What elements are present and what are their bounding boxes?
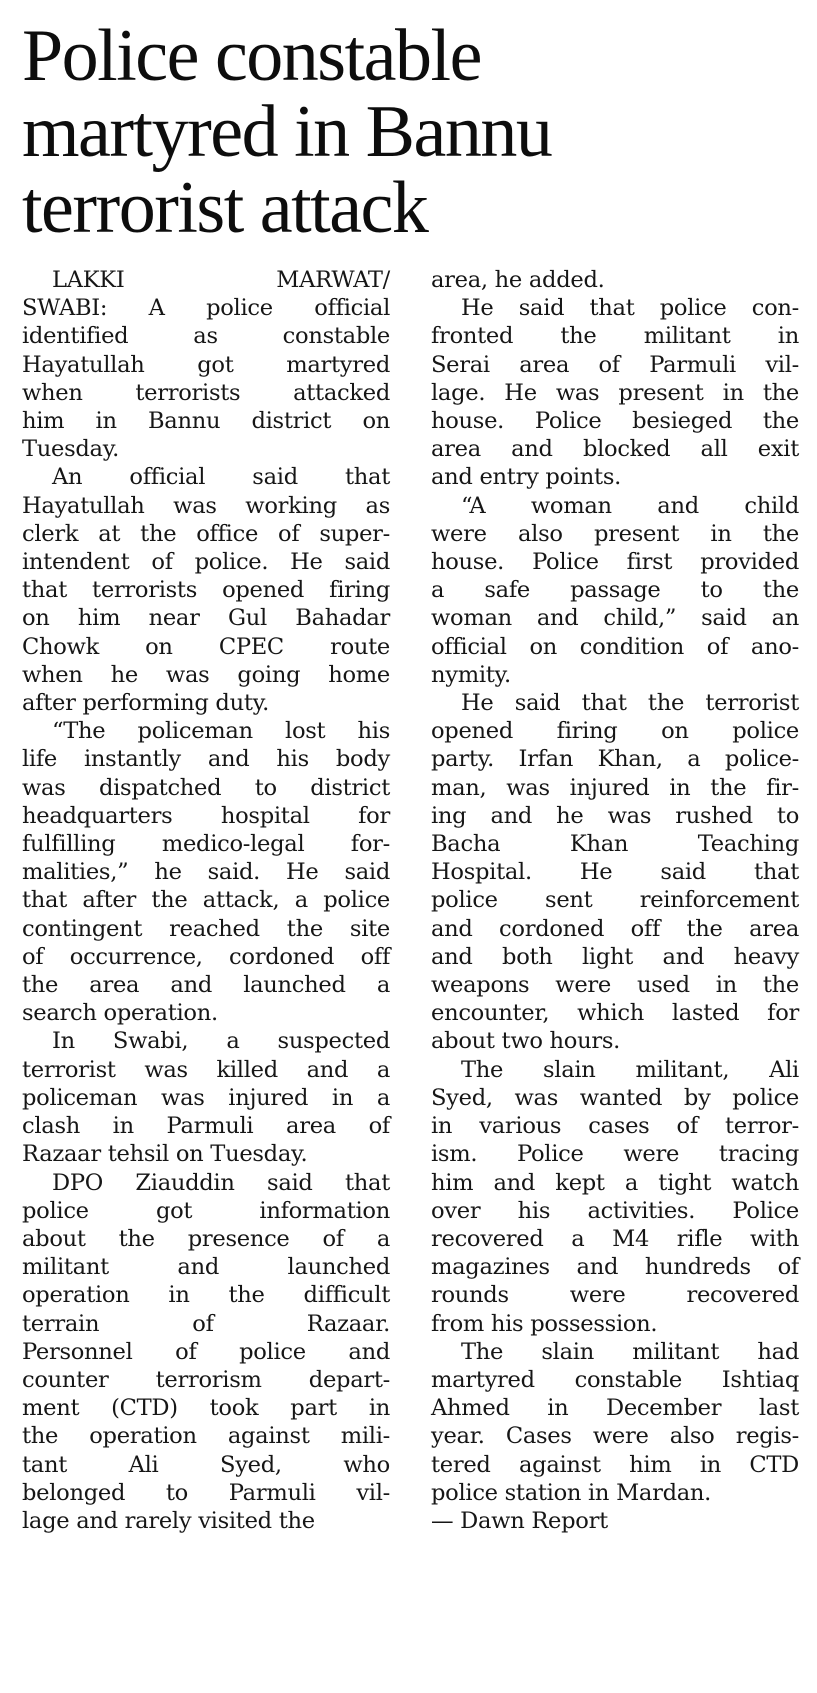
- text-line: identified as constable: [22, 323, 390, 350]
- text-line: house. Police first provided: [431, 549, 799, 576]
- text-line: recovered a M4 rifle with: [431, 1225, 799, 1252]
- text-line: party. Irfan Khan, a police-: [431, 746, 799, 773]
- text-line: when he was going home: [22, 661, 390, 688]
- text-line: from his possession.: [431, 1310, 658, 1337]
- text-line: ism. Police were tracing: [431, 1141, 799, 1168]
- paragraph: [431, 1056, 799, 1338]
- text-line: about two hours.: [431, 1028, 621, 1055]
- paragraph: [22, 1027, 390, 1168]
- text-line: and both light and heavy: [431, 943, 799, 970]
- text-line: militant and launched: [22, 1254, 390, 1281]
- text-line: after performing duty.: [22, 690, 269, 717]
- text-line: woman and child,” said an: [431, 605, 799, 632]
- text-line: man, was injured in the fir-: [431, 774, 799, 801]
- text-line: lage. He was present in the: [431, 379, 799, 406]
- text-line: Personnel of police and: [22, 1338, 390, 1365]
- text-line: ment (CTD) took part in: [22, 1395, 390, 1422]
- text-line: martyred constable Ishtiaq: [431, 1366, 799, 1393]
- text-line: Hayatullah got martyred: [22, 351, 390, 378]
- text-line: rounds were recovered: [431, 1282, 799, 1309]
- paragraph: [431, 689, 799, 1056]
- text-line: and entry points.: [431, 464, 622, 491]
- paragraph: [431, 294, 799, 491]
- text-line: the area and launched a: [22, 972, 390, 999]
- paragraph: [22, 266, 390, 463]
- text-line: Tuesday.: [22, 436, 120, 463]
- text-line: headquarters hospital for: [22, 802, 390, 829]
- headline-line: terrorist attack: [22, 167, 428, 249]
- text-line: He said that the terrorist: [461, 690, 799, 717]
- article-column-right: [431, 266, 799, 1535]
- text-line: Bacha Khan Teaching: [431, 831, 799, 858]
- paragraph: [22, 1169, 390, 1536]
- text-line: over his activities. Police: [431, 1197, 799, 1224]
- text-line: Ahmed in December last: [431, 1395, 799, 1422]
- text-line: DPO Ziauddin said that: [52, 1169, 390, 1196]
- text-line: of occurrence, cordoned off: [22, 943, 390, 970]
- paragraph: [431, 1338, 799, 1507]
- text-line: clash in Parmuli area of: [22, 1113, 390, 1140]
- text-line: that terrorists opened firing: [22, 577, 390, 604]
- text-line: The slain militant had: [461, 1338, 799, 1365]
- text-line: Hayatullah was working as: [22, 492, 390, 519]
- text-line: The slain militant, Ali: [461, 1056, 799, 1083]
- paragraph: [431, 266, 799, 294]
- text-line: police got information: [22, 1197, 390, 1224]
- headline: [22, 15, 802, 249]
- text-line: Serai area of Parmuli vil-: [431, 351, 799, 378]
- text-line: SWABI: A police official: [22, 295, 390, 322]
- paragraph: [22, 463, 390, 717]
- text-line: tered against him in CTD: [431, 1451, 799, 1478]
- source-credit: — Dawn Report: [431, 1507, 608, 1534]
- text-line: contingent reached the site: [22, 915, 390, 942]
- text-line: In Swabi, a suspected: [52, 1028, 390, 1055]
- paragraph: [22, 717, 390, 1027]
- text-line: in various cases of terror-: [431, 1113, 799, 1140]
- text-line: house. Police besieged the: [431, 408, 799, 435]
- text-line: Syed, was wanted by police: [431, 1084, 799, 1111]
- text-line: lage and rarely visited the: [22, 1507, 315, 1534]
- text-line: Hospital. He said that: [431, 859, 799, 886]
- text-line: terrain of Razaar.: [22, 1310, 390, 1337]
- text-line: was dispatched to district: [22, 774, 390, 801]
- text-line: intendent of police. He said: [22, 549, 390, 576]
- text-line: encounter, which lasted for: [431, 1000, 799, 1027]
- text-line: and cordoned off the area: [431, 915, 799, 942]
- paragraph: [431, 492, 799, 689]
- text-line: him in Bannu district on: [22, 408, 390, 435]
- text-line: Chowk on CPEC route: [22, 633, 390, 660]
- text-line: terrorist was killed and a: [22, 1056, 390, 1083]
- headline-line: martyred in Bannu: [22, 91, 552, 173]
- article-column-left: [22, 266, 390, 1535]
- text-line: when terrorists attacked: [22, 379, 390, 406]
- headline-line: Police constable: [22, 15, 481, 97]
- text-line: ing and he was rushed to: [431, 802, 799, 829]
- text-line: police sent reinforcement: [431, 887, 799, 914]
- text-line: official on condition of ano-: [431, 633, 799, 660]
- text-line: “The policeman lost his: [52, 718, 390, 745]
- text-line: opened firing on police: [431, 718, 799, 745]
- text-line: nymity.: [431, 661, 511, 688]
- text-line: about the presence of a: [22, 1225, 390, 1252]
- text-line: fronted the militant in: [431, 323, 799, 350]
- text-line: weapons were used in the: [431, 972, 799, 999]
- text-line: the operation against mili-: [22, 1423, 390, 1450]
- text-line: policeman was injured in a: [22, 1084, 390, 1111]
- text-line: that after the attack, a police: [22, 887, 390, 914]
- text-line: year. Cases were also regis-: [431, 1423, 799, 1450]
- text-line: search operation.: [22, 1000, 218, 1027]
- text-line: area and blocked all exit: [431, 436, 799, 463]
- text-line: on him near Gul Bahadar: [22, 605, 390, 632]
- text-line: Razaar tehsil on Tuesday.: [22, 1141, 308, 1168]
- text-line: police station in Mardan.: [431, 1479, 712, 1506]
- text-line: a safe passage to the: [431, 577, 799, 604]
- text-line: “A woman and child: [461, 492, 799, 519]
- text-line: An official said that: [52, 464, 390, 491]
- text-line: counter terrorism depart-: [22, 1366, 390, 1393]
- text-line: clerk at the office of super-: [22, 520, 390, 547]
- text-line: area, he added.: [431, 267, 605, 293]
- text-line: him and kept a tight watch: [431, 1169, 799, 1196]
- text-line: LAKKI MARWAT/: [52, 267, 390, 293]
- text-line: were also present in the: [431, 520, 799, 547]
- text-line: magazines and hundreds of: [431, 1254, 799, 1281]
- text-line: malities,” he said. He said: [22, 859, 390, 886]
- text-line: He said that police con-: [461, 295, 799, 322]
- text-line: belonged to Parmuli vil-: [22, 1479, 390, 1506]
- text-line: tant Ali Syed, who: [22, 1451, 390, 1478]
- text-line: fulfilling medico-legal for-: [22, 831, 390, 858]
- text-line: operation in the difficult: [22, 1282, 390, 1309]
- text-line: life instantly and his body: [22, 746, 390, 773]
